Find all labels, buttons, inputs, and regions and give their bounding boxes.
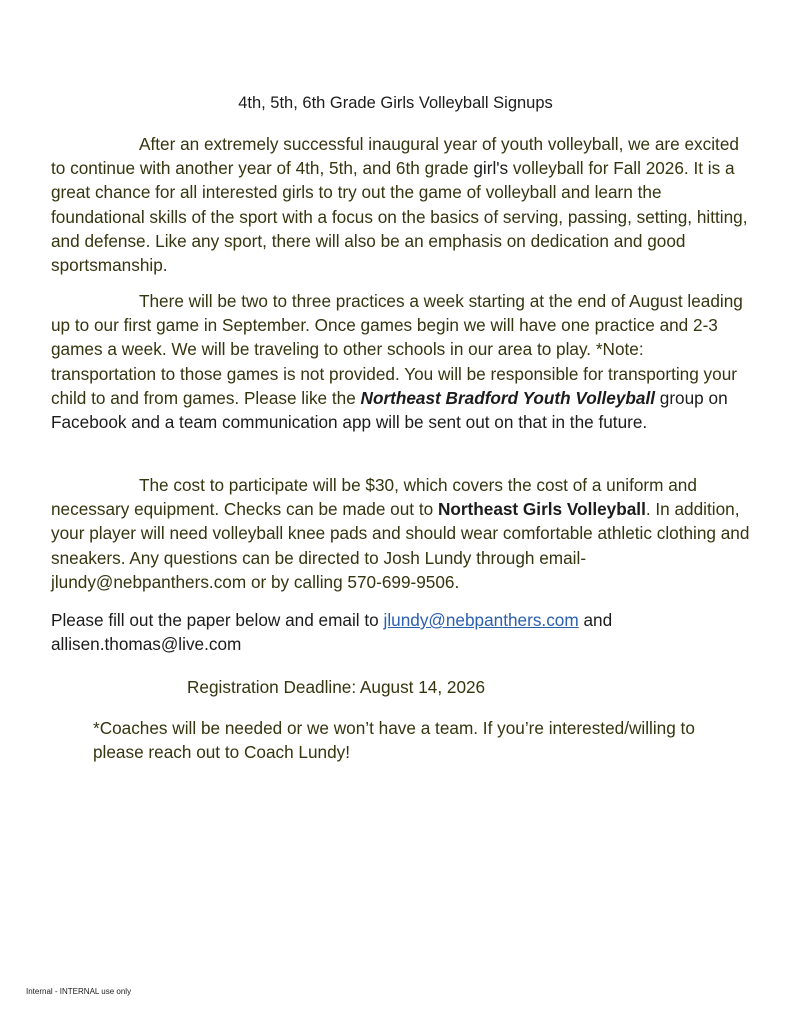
intro-text-c: volleyball for Fall 2026. It is a great chance for all interested girls to try out the game of volleyball and learn the foundational skills of the sport with a focus on the basics of serving, passing, setting, hitting, and defense. Like any sport, there will also be an emphasis on dedication and good sportsmanship. bbox=[51, 158, 748, 276]
cost-text-a: The cost to participate will be $30, which covers the cost of a uniform and necessary equipment. Checks can be made out to bbox=[51, 475, 697, 520]
footer-classification: Internal - INTERNAL use only bbox=[26, 987, 132, 996]
email-link[interactable]: jlundy@nebpanthers.com bbox=[383, 610, 579, 630]
coaches-note: *Coaches will be needed or we won’t have a team. If you’re interested/willing to please reach out to Coach Lundy! bbox=[93, 718, 695, 763]
submission-text-a: Please fill out the paper below and email to bbox=[51, 610, 384, 630]
registration-deadline: Registration Deadline: August 14, 2026 bbox=[187, 677, 486, 697]
intro-paragraph bbox=[51, 132, 751, 277]
checks-payee: Northeast Girls Volleyball bbox=[437, 499, 646, 520]
cost-paragraph bbox=[51, 473, 751, 594]
page-title: 4th, 5th, 6th Grade Girls Volleyball Signups bbox=[238, 94, 553, 112]
facebook-group-name: Northeast Bradford Youth Volleyball bbox=[360, 387, 655, 408]
intro-text-a: After an extremely successful inaugural year of youth volleyball, we are excited to continue with another year of 4th, 5th, and 6th grade bbox=[51, 134, 739, 179]
schedule-text-a: There will be two to three practices a week starting at the end of August leading up to our first game in September. Once games begin we will have one practice and 2-3 games a week. We will be traveling to other schools in our area to play. *Note: transportation to those games is not provided. You will be responsible for transporting your child to and from games. Please like the bbox=[51, 291, 743, 408]
submission-paragraph bbox=[51, 608, 751, 656]
cost-text-b: . In addition, your player will need volleyball knee pads and should wear comfortable athletic clothing and sneakers. Any questions can be directed to Josh Lundy through email- jlundy@nebpanthers.com or by calling 570-699-9506. bbox=[51, 499, 750, 592]
schedule-text-b: group on Facebook and a team communication app will be sent out on that in the future. bbox=[51, 387, 728, 433]
schedule-paragraph bbox=[51, 289, 751, 434]
intro-text-b: girl's bbox=[473, 158, 509, 179]
submission-text-b: and allisen.thomas@live.com bbox=[51, 610, 613, 655]
